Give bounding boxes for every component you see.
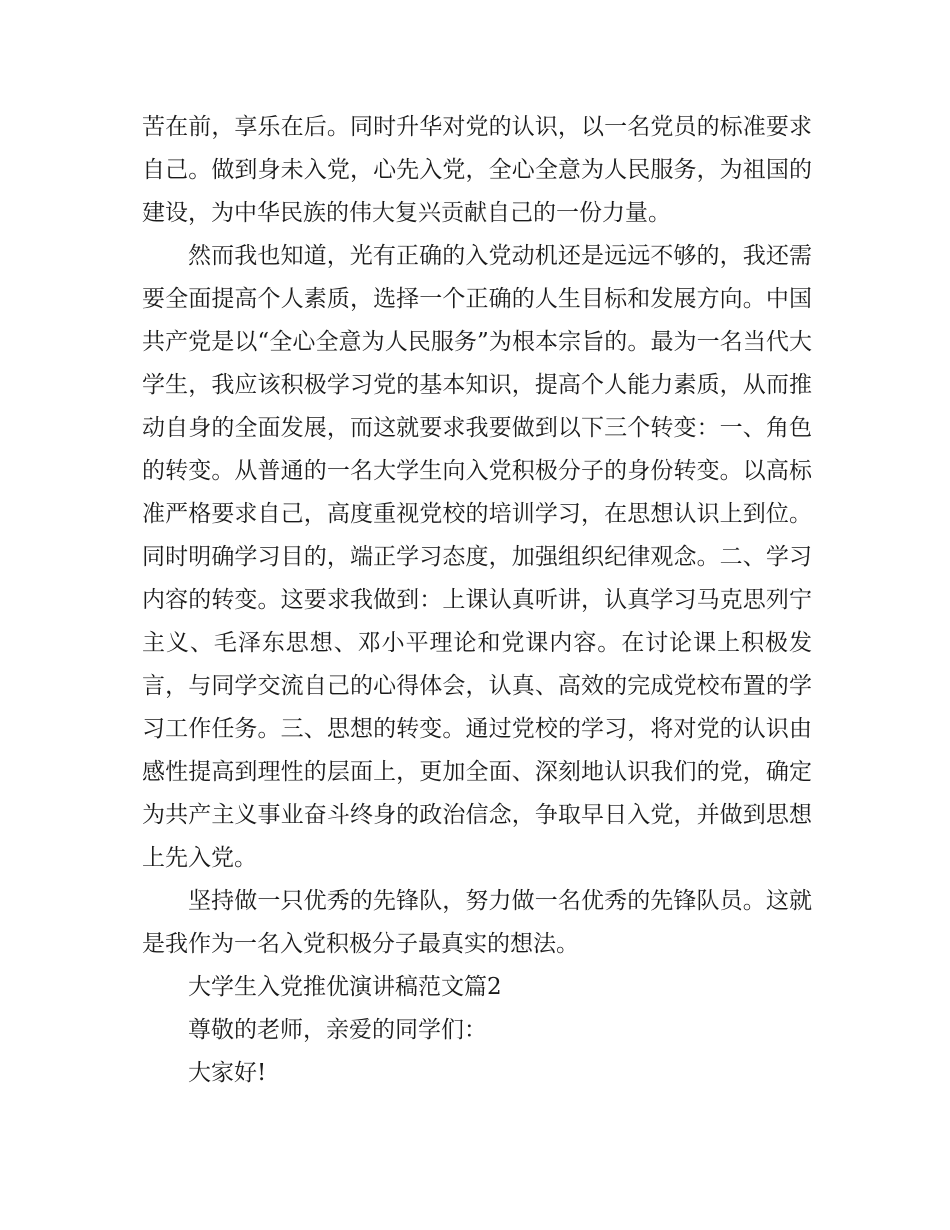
body-paragraph-1: 苦在前，享乐在后。同时升华对党的认识，以一名党员的标准要求自己。做到身未入党，心先入党，全心全意为人民服务，为祖国的建设，为中华民族的伟大复兴贡献自己的一份力量。 bbox=[142, 114, 812, 226]
document-page bbox=[142, 106, 812, 1095]
section-title: 大学生入党推优演讲稿范文篇2 bbox=[188, 974, 502, 1000]
greeting: 大家好! bbox=[188, 1060, 267, 1086]
body-paragraph-2: 然而我也知道，光有正确的入党动机还是远远不够的，我还需要全面提高个人素质，选择一个正确的人生目标和发展方向。中国共产党是以“全心全意为人民服务”为根本宗旨的。最为一名当代大学生，我应该积极学习党的基本知识，提高个人能力素质，从而推动自身的全面发展，而这就要求我要做到以下三个转变：一、角色的转变。从普通的一名大学生向入党积极分子的身份转变。以高标准严格要求自己，高度重视党校的培训学习，在思想认识上到位。同时明确学习目的，端正学习态度，加强组织纪律观念。二、学习内容的转变。这要求我做到：上课认真听讲，认真学习马克思列宁主义、毛泽东思想、邓小平理论和党课内容。在讨论课上积极发言，与同学交流自己的心得体会，认真、高效的完成党校布置的学习工作任务。三、思想的转变。通过党校的学习，将对党的认识由感性提高到理性的层面上，更加全面、深刻地认识我们的党，确定为共产主义事业奋斗终身的政治信念，争取早日入党，并做到思想上先入党。 bbox=[142, 243, 812, 871]
body-paragraph-3: 坚持做一只优秀的先锋队，努力做一名优秀的先锋队员。这就是我作为一名入党积极分子最真实的想法。 bbox=[142, 888, 812, 957]
salutation: 尊敬的老师，亲爱的同学们： bbox=[188, 1017, 487, 1043]
